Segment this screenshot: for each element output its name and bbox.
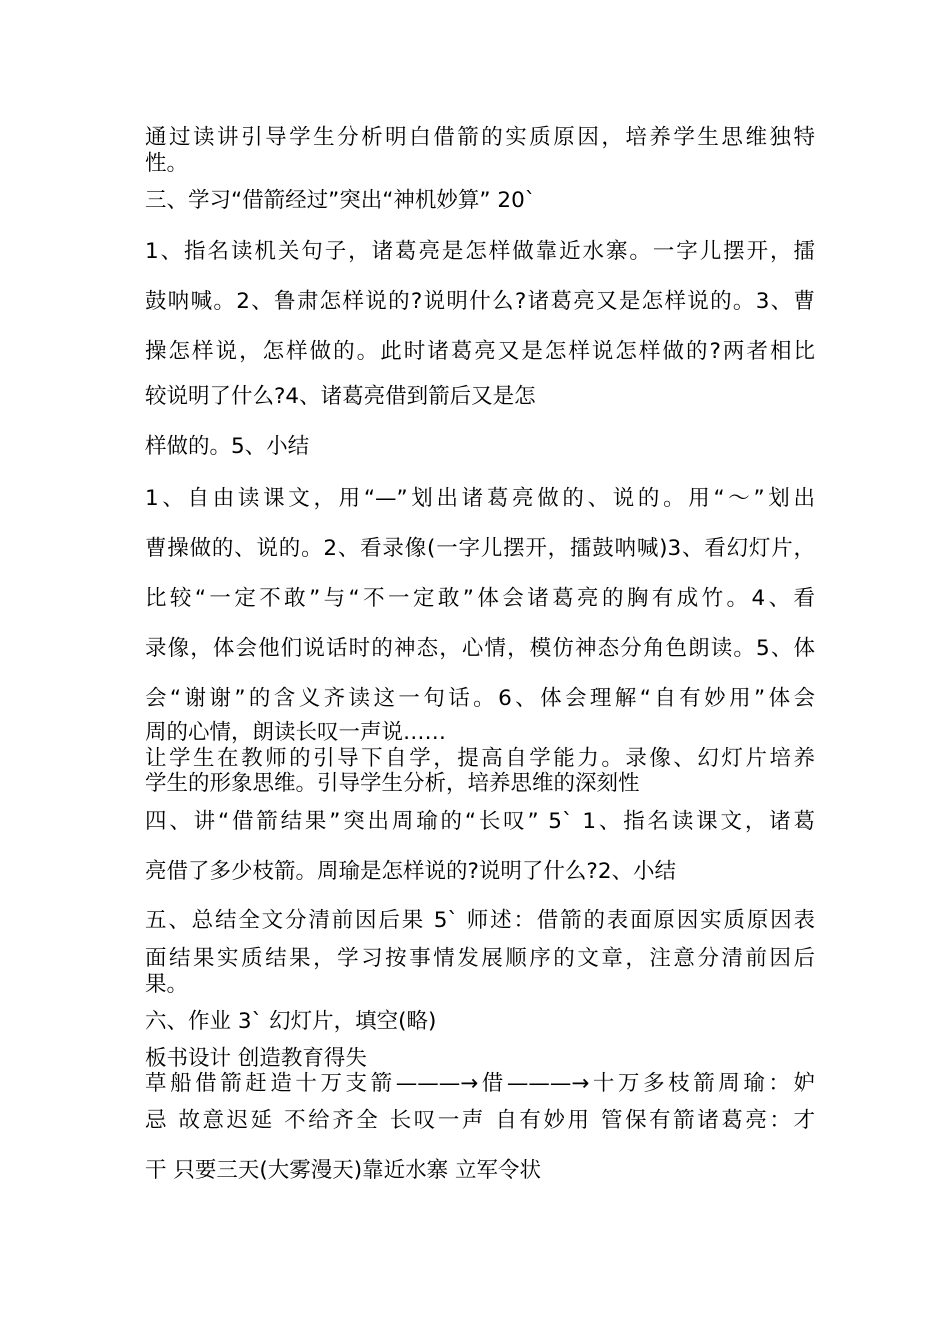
text-line: 板书设计 创造教育得失 [145, 1046, 367, 1071]
text-line: 草船借箭赶造十万支箭———→借———→十万多枝箭周瑜：妒 [145, 1071, 815, 1096]
text-line: 通过读讲引导学生分析明白借箭的实质原因，培养学生思维独特 [145, 125, 815, 150]
text-line: 面结果实质结果，学习按事情发展顺序的文章，注意分清前因后 [145, 946, 815, 971]
text-line: 较说明了什么?4、诸葛亮借到箭后又是怎 [145, 384, 536, 409]
text-line: 会“谢谢”的含义齐读这一句话。6、体会理解“自有妙用”体会 [145, 686, 815, 711]
section-heading: 三、学习“借箭经过”突出“神机妙算” 20` [145, 188, 536, 213]
text-line: 性。 [145, 151, 189, 176]
text-line: 果。 [145, 972, 189, 997]
text-line: 曹操做的、说的。2、看录像(一字儿摆开，擂鼓呐喊)3、看幻灯片， [145, 536, 815, 561]
text-line: 学生的形象思维。引导学生分析，培养思维的深刻性 [145, 771, 640, 796]
text-line: 忌 故意迟延 不给齐全 长叹一声 自有妙用 管保有箭诸葛亮：才 [145, 1108, 815, 1133]
text-line: 操怎样说，怎样做的。此时诸葛亮又是怎样说怎样做的?两者相比 [145, 339, 815, 364]
text-line: 周的心情，朗读长叹一声说…… [145, 720, 447, 745]
section-heading: 四、讲“借箭结果”突出周瑜的“长叹” 5` 1、指名读课文，诸葛 [145, 809, 815, 834]
text-line: 1、指名读机关句子，诸葛亮是怎样做靠近水寨。一字儿摆开，擂 [145, 239, 815, 264]
text-line: 干 只要三天(大雾漫天)靠近水寨 立军令状 [145, 1158, 541, 1183]
text-line: 亮借了多少枝箭。周瑜是怎样说的?说明了什么?2、小结 [145, 859, 677, 884]
text-line: 录像，体会他们说话时的神态，心情，模仿神态分角色朗读。5、体 [145, 636, 815, 661]
text-line: 1、自由读课文，用“—”划出诸葛亮做的、说的。用“～”划出 [145, 486, 815, 511]
section-heading: 五、总结全文分清前因后果 5` 师述：借箭的表面原因实质原因表 [145, 908, 815, 933]
section-heading: 六、作业 3` 幻灯片，填空(略) [145, 1009, 437, 1034]
text-line: 样做的。5、小结 [145, 434, 310, 459]
text-line: 比较“一定不敢”与“不一定敢”体会诸葛亮的胸有成竹。4、看 [145, 586, 815, 611]
text-line: 鼓呐喊。2、鲁肃怎样说的?说明什么?诸葛亮又是怎样说的。3、曹 [145, 289, 815, 314]
text-line: 让学生在教师的引导下自学，提高自学能力。录像、幻灯片培养 [145, 746, 815, 771]
